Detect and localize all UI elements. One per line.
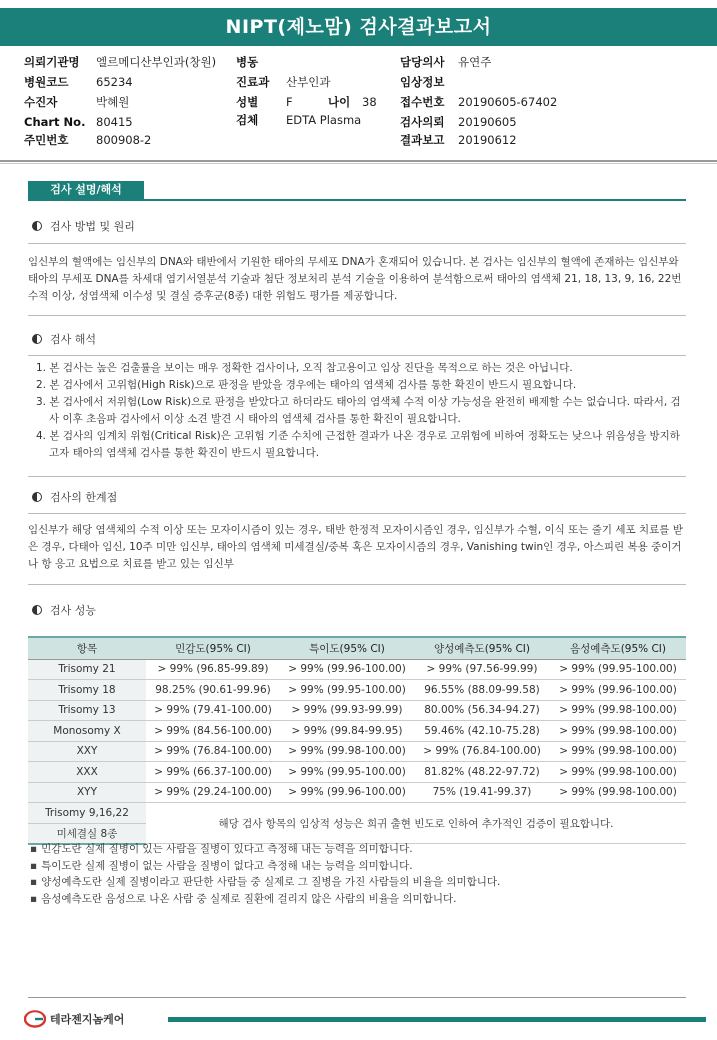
method-heading-text: 검사 방법 및 원리 [50,220,135,233]
sex-label: 성별 [236,95,259,109]
specimen-row [236,110,361,130]
table-cell: > 99% (99.96-100.00) [280,782,414,803]
code-label: 병원코드 [24,75,69,89]
table-cell: > 99% (99.98-100.00) [280,741,414,762]
divider [28,355,686,356]
section-tab: 검사 설명/해석 [28,181,144,199]
table-cell: XXY [28,741,146,762]
table-cell: > 99% (76.84-100.00) [146,741,280,762]
age-label: 나이 [328,95,351,109]
divider [28,243,686,244]
divider [28,476,686,477]
list-item: ▪ 음성예측도란 음성으로 나온 사람 중 실제로 질환에 걸리지 않은 사람의 비율을 의미합니다. [30,891,680,908]
patient-value: 박혜원 [96,95,130,109]
interpretation-heading [32,332,96,348]
chart-row [24,112,133,132]
method-heading [32,219,135,235]
ward-label: 병동 [236,55,259,69]
table-cell: 81.82% (48.22-97.72) [414,762,550,783]
dept-value: 산부인과 [286,75,331,89]
interpretation-list [36,360,686,462]
limits-heading-text: 검사의 한계점 [50,491,118,504]
hospital-row [24,52,216,72]
column-header: 양성예측도(95% CI) [414,637,550,659]
patient-row [24,92,129,112]
limits-text: 임신부가 해당 염색체의 수적 이상 또는 모자이시즘이 있는 경우, 태반 한정적 모자이시즘인 경우, 임신부가 수혈, 이식 또는 줄기 세포 치료를 받은 경우, 다태아 임신, 10주 미만 임신부, 태아의 염색체 미세결실/중복 혹은 모자이시즘의 경우, Vanishing twin인 경우, 아스피린 복용 중이거나 항 응고 요법으로 치료를 받고 있는 임신부 [28,524,683,570]
list-item: 4. 본 검사의 임계치 위험(Critical Risk)은 고위험 기준 수치에 근접한 결과가 나온 경우로 고위험에 비하여 정확도는 낮으나 위음성을 방지하고자 태아의 염색체 검사를 통한 확진이 반드시 필요합니다. [36,430,680,459]
specimen-value: EDTA Plasma [286,113,362,127]
patient-label: 수진자 [24,95,58,109]
list-item: 2. 본 검사에서 고위험(High Risk)으로 판정을 받았을 경우에는 태아의 염색체 검사를 통한 확진이 반드시 필요합니다. [36,379,577,391]
table-row [28,803,686,824]
list-item: 1. 본 검사는 높은 검출률을 보이는 매우 정확한 검사이나, 오직 참고용이고 임상 진단을 목적으로 하는 것은 아닙니다. [36,362,573,374]
table-cell: > 99% (99.95-100.00) [280,680,414,701]
table-cell: Trisomy 18 [28,680,146,701]
table-row [28,762,686,783]
clinical-label: 임상정보 [400,75,445,89]
column-header: 음성예측도(95% CI) [550,637,686,659]
half-circle-icon [32,605,42,615]
table-row [28,680,686,701]
age-value: 38 [362,95,377,109]
doctor-label: 담당의사 [400,55,445,69]
table-header-row [28,637,686,659]
table-cell: Trisomy 13 [28,700,146,721]
divider [28,513,686,514]
receipt-value: 20190605-67402 [458,95,558,109]
table-cell: Monosomy X [28,721,146,742]
table-cell: > 99% (99.98-100.00) [550,762,686,783]
table-note: 해당 검사 항목의 임상적 성능은 희귀 출현 빈도로 인하여 추가적인 검증이 필요합니다. [146,803,686,844]
table-cell: > 99% (29.24-100.00) [146,782,280,803]
clinical-row [400,72,458,92]
table-cell: XXX [28,762,146,783]
table-cell: Trisomy 9,16,22 [28,803,146,824]
table-row [28,700,686,721]
half-circle-icon [32,492,42,502]
report-date-label: 결과보고 [400,133,445,147]
table-cell: > 99% (99.96-100.00) [550,680,686,701]
receipt-row [400,92,557,112]
table-cell: > 99% (99.96-100.00) [280,659,414,680]
column-header: 특이도(95% CI) [280,637,414,659]
request-label: 검사의뢰 [400,115,445,129]
table-cell: > 99% (79.41-100.00) [146,700,280,721]
chart-value: 80415 [96,115,133,129]
list-item: ▪ 특이도란 실제 질병이 없는 사람을 질병이 없다고 측정해 내는 능력을 의미합니다. [30,858,680,875]
table-row [28,721,686,742]
column-header: 민감도(95% CI) [146,637,280,659]
table-row [28,782,686,803]
half-circle-icon [32,221,42,231]
footer-divider [28,997,686,998]
definitions-list [30,841,680,907]
code-value: 65234 [96,75,133,89]
list-item: ▪ 민감도란 실제 질병이 있는 사람을 질병이 있다고 측정해 내는 능력을 의미합니다. [30,841,680,858]
request-value: 20190605 [458,115,517,129]
sex-value: F [286,95,293,109]
table-cell: > 99% (99.84-99.95) [280,721,414,742]
table-cell: 80.00% (56.34-94.27) [414,700,550,721]
hospital-value: 엘르메디산부인과(창원) [96,55,217,69]
table-cell: > 99% (99.98-100.00) [550,700,686,721]
table-cell: 59.46% (42.10-75.28) [414,721,550,742]
doctor-value: 유연주 [458,55,492,69]
sex-row [236,92,377,112]
table-cell: > 99% (99.95-100.00) [280,762,414,783]
table-cell: > 99% (96.85-99.89) [146,659,280,680]
table-cell: > 99% (84.56-100.00) [146,721,280,742]
column-header: 항목 [28,637,146,659]
method-text: 임신부의 혈액에는 임신부의 DNA와 태반에서 기원한 태아의 무세포 DNA가 혼재되어 있습니다. 본 검사는 임신부의 혈액에 존재하는 임신부와 태아의 무세포 DNA를 차세대 염기서열분석 기술과 첨단 정보처리 분석 기술을 이용하여 분석함으로써 태아의 염색체 21, 18, 13, 9, 16, 22번 수적 이상, 성염색체 이수성 및 결실 증후군(8종) 대한 위험도 평가를 제공합니다. [28,256,682,302]
company-logo [24,1009,124,1029]
performance-table [28,636,686,845]
performance-heading [32,603,96,619]
table-cell: > 99% (66.37-100.00) [146,762,280,783]
table-cell: > 99% (99.98-100.00) [550,782,686,803]
table-cell: XYY [28,782,146,803]
divider [28,315,686,316]
limits-heading [32,490,117,506]
half-circle-icon [32,334,42,344]
table-cell: > 99% (99.98-100.00) [550,721,686,742]
rrn-value: 800908-2 [96,133,152,147]
list-item: ▪ 양성예측도란 실제 질병이라고 판단한 사람들 중 실제로 그 질병을 가진 사람들의 비율을 의미합니다. [30,874,680,891]
chart-label: Chart No. [24,115,86,129]
doctor-row [400,52,491,72]
rrn-label: 주민번호 [24,133,69,147]
terragen-logo-icon [24,1010,46,1028]
performance-heading-text: 검사 성능 [50,604,97,617]
table-cell: > 99% (99.93-99.99) [280,700,414,721]
footer-accent-bar [168,1017,706,1022]
section-underline [28,199,686,201]
table-row [28,741,686,762]
table-cell: > 99% (76.84-100.00) [414,741,550,762]
list-item: 3. 본 검사에서 저위험(Low Risk)으로 판정을 받았다고 하더라도 태아의 염색체 수적 이상 가능성을 완전히 배제할 수는 없습니다. 따라서, 검사 이후 초음파 검사에서 이상 소견 발견 시 태아의 염색체 검사를 통한 확진이 필요합니다. [36,396,681,425]
divider [28,584,686,585]
receipt-label: 접수번호 [400,95,445,109]
table-cell: > 99% (99.98-100.00) [550,741,686,762]
report-row [400,130,517,150]
company-name: 테라젠지놈케어 [50,1013,125,1026]
hospital-label: 의뢰기관명 [24,55,80,69]
table-cell: 96.55% (88.09-99.58) [414,680,550,701]
table-cell: 98.25% (90.61-99.96) [146,680,280,701]
interpretation-heading-text: 검사 해석 [50,333,97,346]
table-cell: > 99% (99.95-100.00) [550,659,686,680]
table-row [28,659,686,680]
dept-row [236,72,330,92]
specimen-label: 검체 [236,113,259,127]
rrn-row [24,130,151,150]
table-cell: 미세결실 8종 [28,823,146,844]
report-title: NIPT(제노맘) 검사결과보고서 [0,8,717,46]
table-cell: > 99% (97.56-99.99) [414,659,550,680]
table-cell: 75% (19.41-99.37) [414,782,550,803]
info-divider [0,160,717,164]
ward-row [236,52,286,72]
report-date-value: 20190612 [458,133,517,147]
dept-label: 진료과 [236,75,270,89]
request-row [400,112,517,132]
code-row [24,72,133,92]
table-cell: Trisomy 21 [28,659,146,680]
